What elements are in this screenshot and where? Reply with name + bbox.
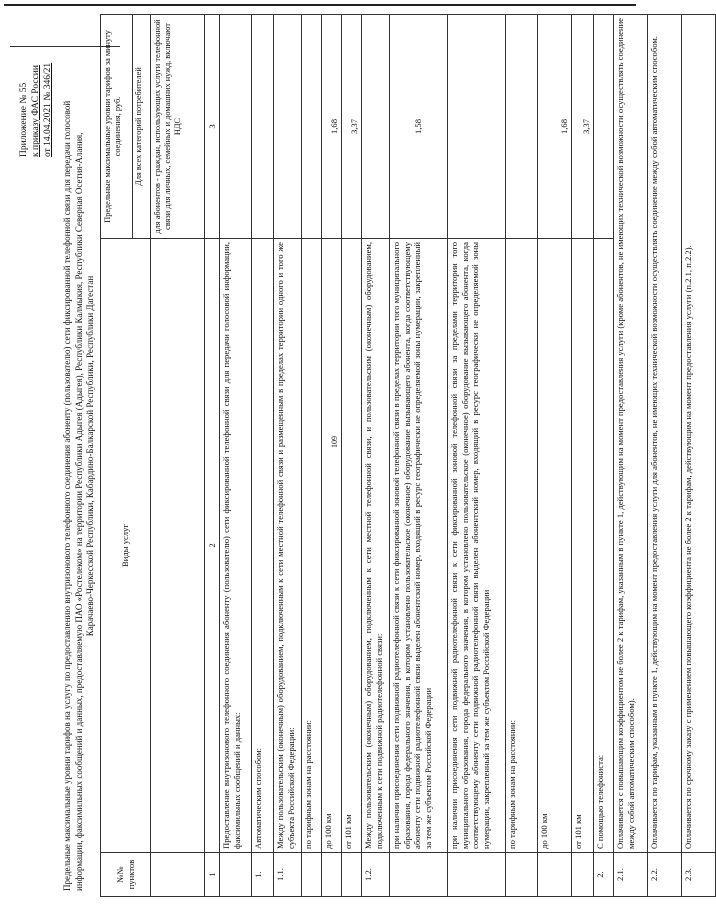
row-description: Оплачивается по срочному заказу с применением повышающего коэффициента не более 2 к тарифам, действующим на момент предоставления услуги (п.2.1, п.2.2). [681, 15, 715, 853]
document-heading [62, 21, 97, 891]
appendix-order: к приказу ФАС России [31, 65, 41, 157]
table-row [389, 15, 447, 897]
row-number [571, 853, 593, 897]
table-row [321, 15, 341, 897]
table-row [361, 15, 389, 897]
col-services-header: Виды услуг [101, 239, 151, 853]
table-row [613, 15, 647, 897]
row-value: 1,68 [537, 15, 571, 239]
table-row [219, 15, 251, 897]
table-row [647, 15, 681, 897]
table-row [301, 15, 321, 897]
row-number [537, 853, 571, 897]
col-num-header: №№ пунктов [101, 853, 151, 897]
table-subheader-row-2 [151, 15, 205, 897]
row-description: Предоставление внутризонового телефонного соединения абоненту (пользователю) сети фиксированной телефонной связи для передачи голосовой информации, факсимильных сообщений и данных: [219, 239, 251, 853]
table-header-row [101, 15, 133, 897]
row-description: от 101 км [571, 239, 593, 853]
tariff-table [100, 14, 716, 897]
row-value: 3,37 [341, 15, 361, 239]
table-row [593, 15, 613, 897]
row-number: 2.3. [681, 853, 715, 897]
row-description: Оплачивается по тарифам, указанным в пункте 1, действующим на момент предоставления услуги для абонентов, не имеющих технической возможности осуществлять соединение между собой автоматическим способом. [647, 15, 681, 853]
row-value [219, 15, 251, 239]
row-number [389, 853, 447, 897]
table-row [341, 15, 361, 897]
row-description: С помощью телефониста: [593, 239, 613, 853]
row-number: 1.1. [273, 853, 301, 897]
row-description: Между пользовательским (оконечным) оборудованием, подключенным к сети местной телефонной связи, и пользовательским (оконечным) оборудованием, подключенным к сети подвижной радиотелефонной связи: [361, 239, 389, 853]
row-value [301, 15, 321, 239]
row-description: при наличии присоединения сети подвижной радиотелефонной связи к сети фиксированной зоновой телефонной связи за пределами территории того муниципального образования, города федерального значения, в котором установлено пользовательское (оконечное) оборудование вызывающего абонента, когда соответствующему абоненту сети подвижной радиотелефонной связи выделен абонентский номер, входящий в ресурс географически не определяемой зоны нумерации, закрепленный за тем же субъектом Российской Федерации [447, 239, 505, 853]
table-row [447, 15, 505, 897]
table-row [273, 15, 301, 897]
row-value [505, 15, 537, 239]
column-numbers-row [205, 15, 220, 897]
row-number [447, 853, 505, 897]
row-number: 1. [251, 853, 273, 897]
header-spacer-2 [151, 239, 205, 853]
table-row [537, 15, 571, 897]
col-tariff-header: Предельные максимальные уровни тарифов за минуту соединения, руб. [101, 15, 133, 239]
row-number [321, 853, 341, 897]
col-number-1: 1 [205, 853, 220, 897]
row-description: при наличии присоединения сети подвижной радиотелефонной связи к сети фиксированной зоновой телефонной связи в пределах территории того муниципального образования, города федерального значения, в котором установлено пользовательское (оконечное) оборудование вызывающего абонента, когда соответствующему абоненту сети подвижной радиотелефонной связи выделен абонентский номер, входящий в ресурс географически не определяемой зоны нумерации, закрепленный за тем же субъектом Российской Федерации [389, 239, 447, 853]
row-number: 2.2. [647, 853, 681, 897]
row-description: по тарифным зонам на расстоянии: [301, 239, 321, 853]
row-number [219, 853, 251, 897]
row-value [593, 15, 613, 239]
col-number-2: 2 [205, 239, 220, 853]
row-number [301, 853, 321, 897]
header-spacer-1 [151, 853, 205, 897]
row-value [447, 15, 505, 239]
row-description: Оплачивается с повышающим коэффициентом не более 2 к тарифам, указанным в пункте 1, действующим на момент предоставления услуги (кроме абонентов, не имеющих технической возможности осуществлять соединение между собой автоматическим способом). [613, 15, 647, 853]
row-value [361, 15, 389, 239]
row-value: 1,68 [321, 15, 341, 239]
row-description: до 100 км [537, 239, 571, 853]
row-number [341, 853, 361, 897]
page-number: 109 [330, 436, 339, 448]
row-description: по тарифным зонам на расстоянии: [505, 239, 537, 853]
table-row [505, 15, 537, 897]
row-description: от 101 км [341, 239, 361, 853]
row-description: Между пользовательским (оконечным) оборудованием, подключенным к сети местной телефонной связи и размещенным в пределах территории одного и того же субъекта Российской Федерации: [273, 239, 301, 853]
row-value [251, 15, 273, 239]
table-row [571, 15, 593, 897]
col-number-3: 3 [205, 15, 220, 239]
row-value: 1,58 [389, 15, 447, 239]
col-tariff-all-consumers: Для всех категорий потребителей [132, 15, 150, 239]
appendix-block [18, 37, 54, 157]
heading-line-2: информации, факсимильных сообщений и данных, предоставляемую ПАО «Ростелеком» на территории Республики Адыгея (Адыгея), Республики Калмыкия, Республики Северная Осетия-Алания, [73, 132, 84, 891]
table-row [251, 15, 273, 897]
table-row [681, 15, 715, 897]
row-description: Автоматическим способом: [251, 239, 273, 853]
row-value: 3,37 [571, 15, 593, 239]
col-tariff-citizens: для абонентов - граждан, использующих услуги телефонной связи для личных, семейных и домашних нужд, включают НДС [151, 15, 205, 239]
row-number: 1.2. [361, 853, 389, 897]
row-value [273, 15, 301, 239]
heading-line-3: Карачаево-Черкесской Республики, Кабардино-Балкарской Республики, Республики Дагестан [85, 275, 95, 637]
appendix-date: от 14.04.2021 № 346/21 [43, 62, 53, 157]
appendix-title: Приложение № 55 [19, 82, 29, 157]
row-number [505, 853, 537, 897]
row-number: 2. [593, 853, 613, 897]
row-number: 2.1. [613, 853, 647, 897]
heading-line-1: Предельные максимальные уровни тарифов на услугу по предоставлению внутризонового телефонного соединения абоненту (пользователю) сети фиксированной телефонной связи для передачи голосовой [62, 100, 72, 891]
row-description: до 100 км [321, 239, 341, 853]
